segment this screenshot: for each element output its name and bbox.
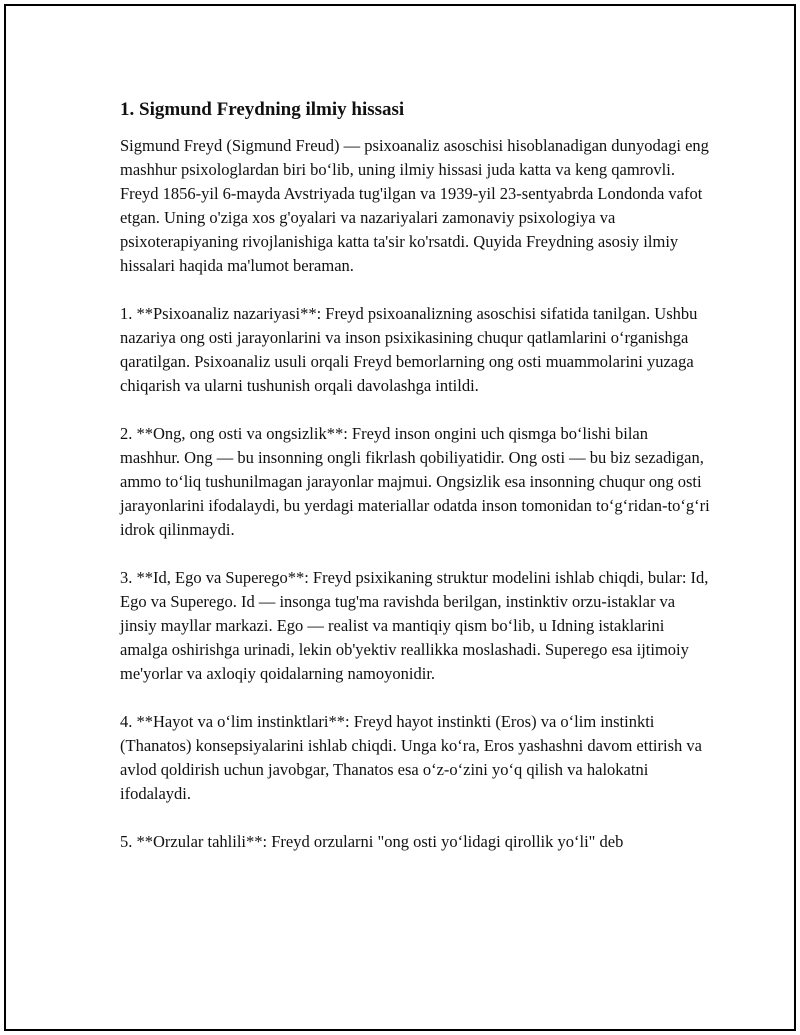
paragraph-dreams: 5. **Orzular tahlili**: Freyd orzularni "ong osti yo‘lidagi qirollik yo‘li" deb <box>120 832 624 851</box>
paragraph-consciousness: 2. **Ong, ong osti va ongsizlik**: Freyd inson ongini uch qismga bo‘lishi bilan mashhur. Ong — bu insonning ongli fikrlash qobiliyatidir. Ong osti — bu biz sezadigan, ammo to‘liq tushunilmagan jarayonlar majmui. Ongsizlik esa insonning chuqur ong osti jarayonlarini ifodalaydi, bu yerdagi materiallar odatda inson tomonidan to‘g‘ridan-to‘g‘ri idrok qilinmaydi. <box>120 424 710 539</box>
paragraph-intro: Sigmund Freyd (Sigmund Freud) — psixoanaliz asoschisi hisoblanadigan dunyodagi eng mashhur psixologlardan biri bo‘lib, uning ilmiy hissasi juda katta va keng qamrovli. Freyd 1856-yil 6-mayda Avstriyada tug'ilgan va 1939-yil 23-sentyabrda Londonda vafot etgan. Uning o'ziga xos g'oyalari va nazariyalari zamonaviy psixologiya va psixoterapiyaning rivojlanishiga katta ta'sir ko'rsatdi. Quyida Freydning asosiy ilmiy hissalari haqida ma'lumot beraman. <box>120 136 709 275</box>
paragraph-instincts: 4. **Hayot va o‘lim instinktlari**: Freyd hayot instinkti (Eros) va o‘lim instinkti (Thanatos) konsepsiyalarini ishlab chiqdi. Unga ko‘ra, Eros yashashni davom ettirish va avlod qoldirish uchun javobgar, Thanatos esa o‘z-o‘zini yo‘q qilish va halokatni ifodalaydi. <box>120 712 702 803</box>
document-content <box>120 98 710 878</box>
document-page <box>4 4 796 1031</box>
paragraph-psychoanalysis: 1. **Psixoanaliz nazariyasi**: Freyd psixoanalizning asoschisi sifatida tanilgan. Ushbu nazariya ong osti jarayonlarini va inson psixikasining chuqur qatlamlarini o‘rganishga qaratilgan. Psixoanaliz usuli orqali Freyd bemorlarning ong osti muammolarini yuzaga chiqarish va ularni tushunish orqali davolashga intildi. <box>120 304 698 395</box>
document-title: 1. Sigmund Freydning ilmiy hissasi <box>120 99 405 120</box>
paragraph-id-ego-superego: 3. **Id, Ego va Superego**: Freyd psixikaning struktur modelini ishlab chiqdi, bular: Id, Ego va Superego. Id — insonga tug'ma ravishda berilgan, instinktiv orzu-istaklar va jinsiy mayllar markazi. Ego — realist va mantiqiy qism bo‘lib, u Idning istaklarini amalga oshirishga urinadi, lekin ob'yektiv reallikka moslashadi. Superego esa ijtimoiy me'yorlar va axloqiy qoidalarning namoyonidir. <box>120 568 709 683</box>
